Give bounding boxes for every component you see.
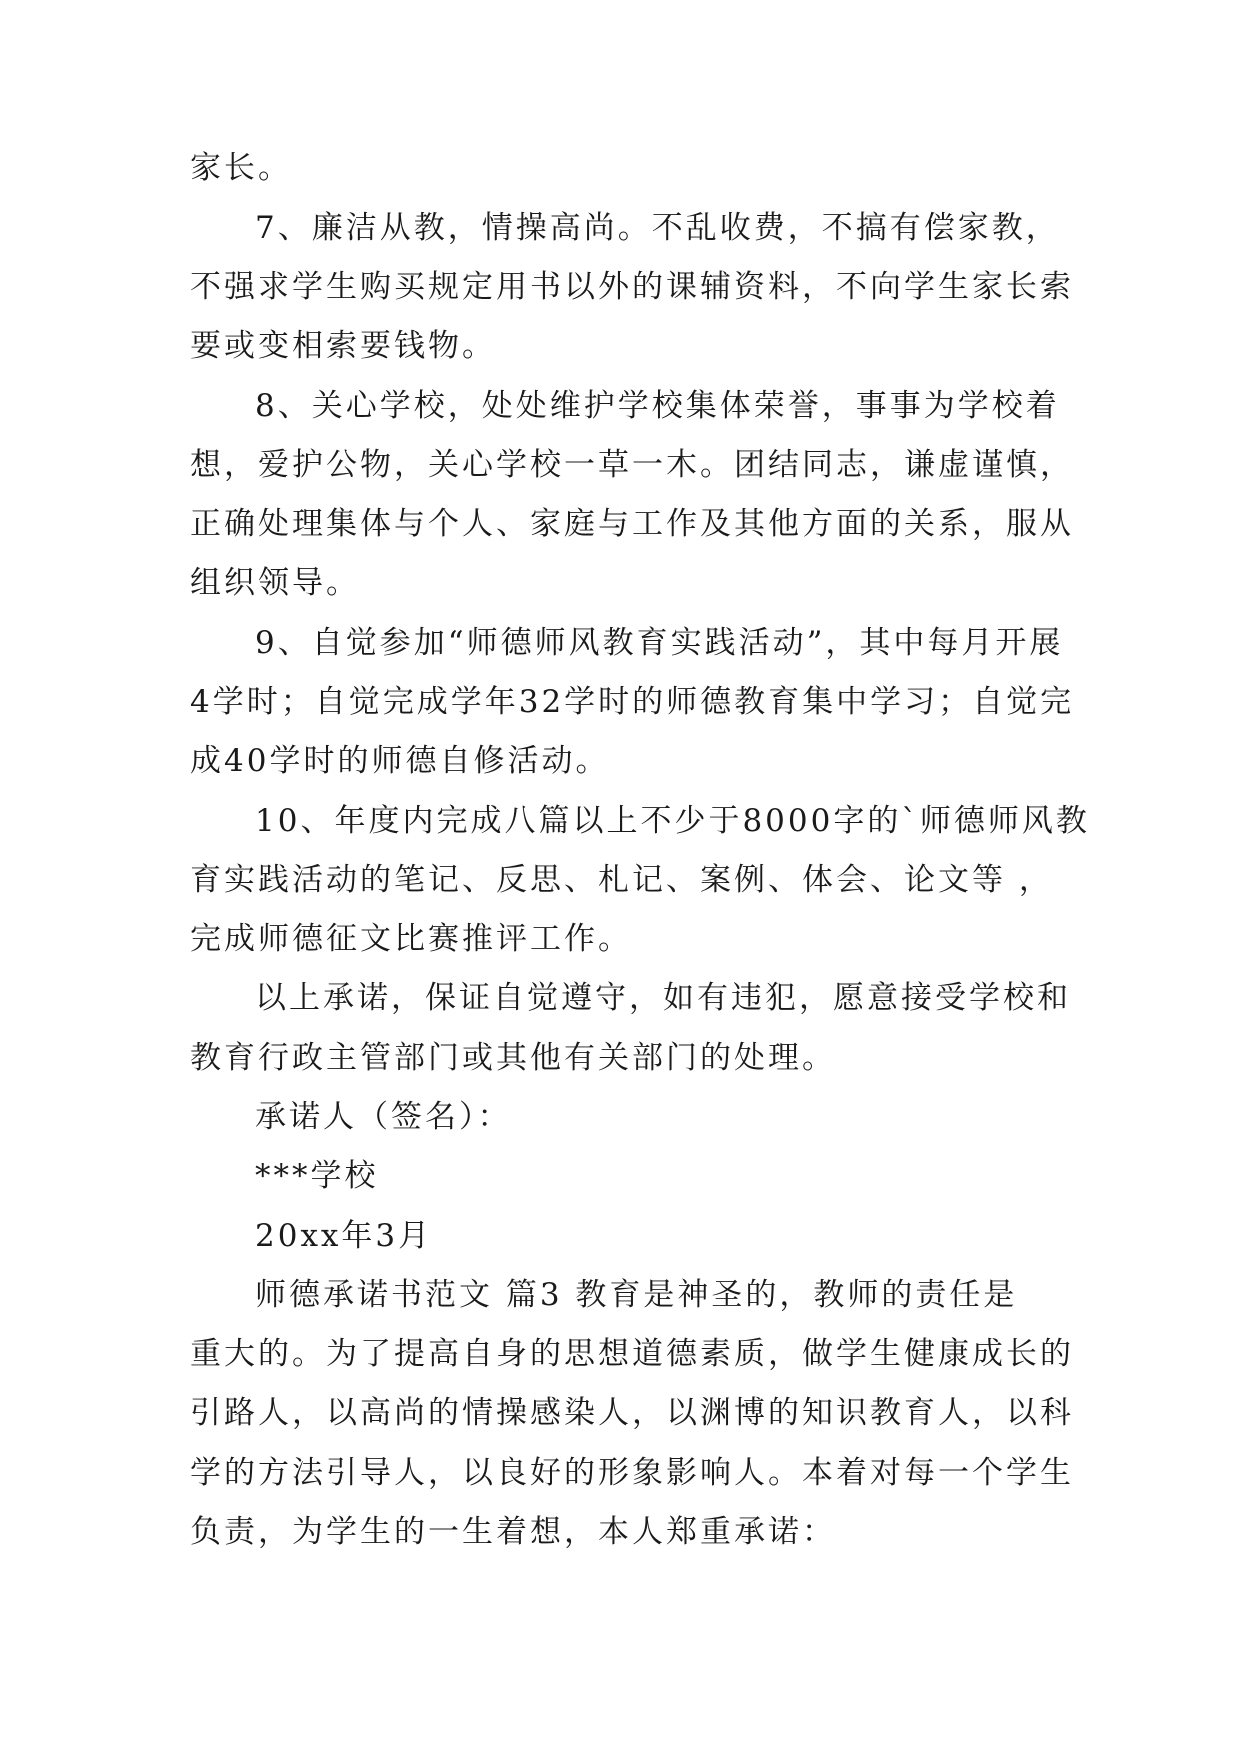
text-line: 正确处理集体与个人、家庭与工作及其他方面的关系，服从 xyxy=(190,506,1074,542)
text-line: 4学时；自觉完成学年32学时的师德教育集中学习；自觉完 xyxy=(190,684,1075,720)
text-line: 10、年度内完成八篇以上不少于8000字的`师德师风教 xyxy=(255,803,1090,839)
text-line: 成40学时的师德自修活动。 xyxy=(190,743,610,779)
text-line: 不强求学生购买规定用书以外的课辅资料，不向学生家长索 xyxy=(190,269,1074,305)
text-line: 完成师德征文比赛推评工作。 xyxy=(190,921,632,957)
text-line: 9、自觉参加“师德师风教育实践活动”，其中每月开展 xyxy=(255,625,1064,661)
text-line: 重大的。为了提高自身的思想道德素质，做学生健康成长的 xyxy=(190,1336,1074,1372)
text-line: 师德承诺书范文 篇3 教育是神圣的，教师的责任是 xyxy=(255,1277,1018,1313)
text-line: 教育行政主管部门或其他有关部门的处理。 xyxy=(190,1040,836,1076)
text-line: 引路人，以高尚的情操感染人，以渊博的知识教育人，以科 xyxy=(190,1395,1074,1431)
text-line: 负责，为学生的一生着想，本人郑重承诺： xyxy=(190,1514,836,1550)
text-line: 20xx年3月 xyxy=(255,1218,433,1254)
text-line: 育实践活动的笔记、反思、札记、案例、体会、论文等 ， xyxy=(190,862,1053,898)
text-line: 7、廉洁从教，情操高尚。不乱收费，不搞有偿家教， xyxy=(255,210,1060,246)
text-line: 以上承诺，保证自觉遵守，如有违犯，愿意接受学校和 xyxy=(255,980,1071,1016)
text-line: 承诺人（签名）： xyxy=(255,1099,512,1135)
text-line: 要或变相索要钱物。 xyxy=(190,328,496,364)
text-line: 组织领导。 xyxy=(190,565,360,601)
text-line: 8、关心学校，处处维护学校集体荣誉，事事为学校着 xyxy=(255,388,1060,424)
text-line: ***学校 xyxy=(255,1158,379,1194)
text-line: 学的方法引导人，以良好的形象影响人。本着对每一个学生 xyxy=(190,1455,1074,1491)
text-line: 家长。 xyxy=(190,150,292,186)
text-line: 想，爱护公物，关心学校一草一木。团结同志，谦虚谨慎， xyxy=(190,447,1074,483)
